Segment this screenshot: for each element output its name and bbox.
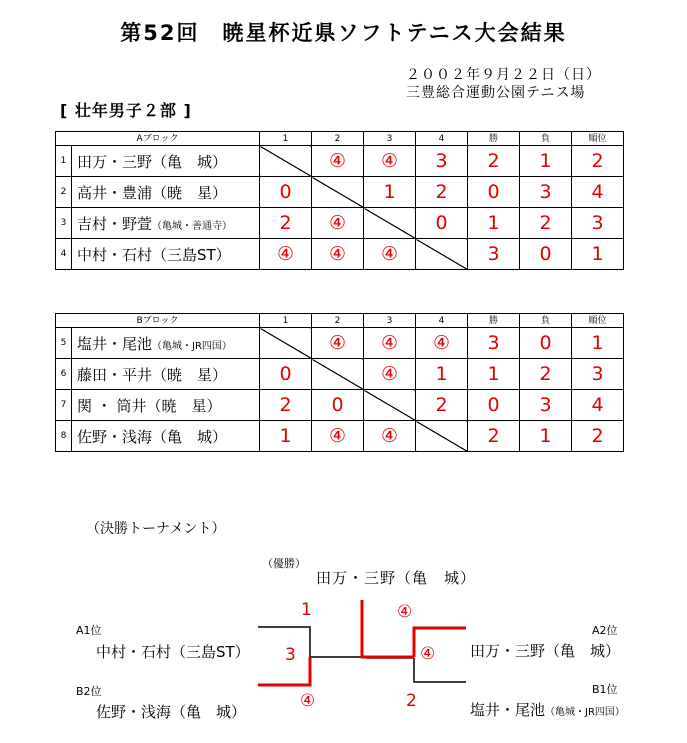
match-score: 0 — [260, 359, 312, 390]
player-name: 塩井・尾池（亀城・JR四国） — [72, 328, 260, 359]
player-name: 中村・石村（三島ST） — [72, 239, 260, 270]
player-name: 高井・豊浦（暁 星） — [72, 177, 260, 208]
match-score: 3 — [416, 146, 468, 177]
win-count: 2 — [468, 146, 520, 177]
win-count: 3 — [468, 328, 520, 359]
match-score: ④ — [312, 421, 364, 452]
final-tournament-title: （決勝トーナメント） — [86, 521, 226, 537]
block-a-col-4: 4 — [416, 132, 468, 146]
block-a-col-win: 勝 — [468, 132, 520, 146]
rank: 4 — [572, 390, 624, 421]
rank: 2 — [572, 146, 624, 177]
win-count: 1 — [468, 359, 520, 390]
match-score: ④ — [364, 421, 416, 452]
match-score: 1 — [260, 421, 312, 452]
score-semi-right-top: ④ — [420, 644, 436, 664]
match-score: 0 — [416, 208, 468, 239]
match-score: ④ — [364, 146, 416, 177]
loss-count: 0 — [520, 239, 572, 270]
match-score: 2 — [416, 177, 468, 208]
player-number: 2 — [56, 177, 72, 208]
match-score: ④ — [312, 239, 364, 270]
win-count: 2 — [468, 421, 520, 452]
rank: 4 — [572, 177, 624, 208]
match-score: 1 — [416, 359, 468, 390]
win-count: 3 — [468, 239, 520, 270]
match-score: ④ — [312, 328, 364, 359]
loss-count: 1 — [520, 146, 572, 177]
player-number: 1 — [56, 146, 72, 177]
score-semi-right-bottom: 2 — [406, 691, 417, 711]
loss-count: 1 — [520, 421, 572, 452]
finalist-left-bottom: 佐野・浅海（亀 城） — [96, 703, 247, 721]
block-b-col-win: 勝 — [468, 314, 520, 328]
rank: 1 — [572, 328, 624, 359]
match-score: 2 — [260, 208, 312, 239]
event-venue: 三豊総合運動公園テニス場 — [406, 85, 586, 101]
score-semi-left-top: 3 — [285, 645, 296, 665]
block-a-col-3: 3 — [364, 132, 416, 146]
finalist-right-bottom: 塩井・尾池（亀城・JR四国） — [470, 701, 625, 719]
player-number: 3 — [56, 208, 72, 239]
section-heading: [ 壮年男子２部 ] — [60, 101, 192, 120]
player-number: 7 — [56, 390, 72, 421]
rank: 3 — [572, 208, 624, 239]
block-a-col-rank: 順位 — [572, 132, 624, 146]
match-score: ④ — [416, 328, 468, 359]
block-a-label: Aブロック — [56, 132, 260, 146]
player-number: 4 — [56, 239, 72, 270]
block-b-col-2: 2 — [312, 314, 364, 328]
win-count: 0 — [468, 177, 520, 208]
finalist-right-top: 田万・三野（亀 城） — [470, 642, 621, 660]
champion-name: 田万・三野（亀 城） — [316, 569, 477, 587]
match-score: ④ — [364, 359, 416, 390]
player-number: 5 — [56, 328, 72, 359]
score-final-left: 1 — [301, 600, 312, 620]
match-score: ④ — [260, 239, 312, 270]
loss-count: 2 — [520, 359, 572, 390]
bracket-line-left-top — [258, 627, 310, 657]
player-name: 佐野・浅海（亀 城） — [72, 421, 260, 452]
event-date: ２００２年９月２２日（日） — [406, 67, 601, 83]
win-count: 1 — [468, 208, 520, 239]
match-score: ④ — [364, 239, 416, 270]
match-score: 1 — [364, 177, 416, 208]
winning-line-left-bottom — [258, 657, 310, 685]
block-b-col-rank: 順位 — [572, 314, 624, 328]
win-count: 0 — [468, 390, 520, 421]
loss-count: 0 — [520, 328, 572, 359]
block-b-label: Bブロック — [56, 314, 260, 328]
loss-count: 3 — [520, 390, 572, 421]
champion-label: （優勝） — [262, 557, 306, 570]
block-b-col-3: 3 — [364, 314, 416, 328]
page-title: 第52回 暁星杯近県ソフトテニス大会結果 — [120, 21, 567, 45]
seed-b2: B2位 — [76, 685, 102, 698]
player-name: 関 ・ 筒井（暁 星） — [72, 390, 260, 421]
block-b-col-loss: 負 — [520, 314, 572, 328]
loss-count: 2 — [520, 208, 572, 239]
score-semi-left-bottom: ④ — [300, 691, 316, 711]
rank: 1 — [572, 239, 624, 270]
match-score: 2 — [260, 390, 312, 421]
match-score: ④ — [364, 328, 416, 359]
match-score: 2 — [416, 390, 468, 421]
block-a-col-2: 2 — [312, 132, 364, 146]
player-number: 8 — [56, 421, 72, 452]
match-score: 0 — [312, 390, 364, 421]
player-name: 田万・三野（亀 城） — [72, 146, 260, 177]
match-score: 0 — [260, 177, 312, 208]
rank: 2 — [572, 421, 624, 452]
match-score: ④ — [312, 208, 364, 239]
block-a-col-loss: 負 — [520, 132, 572, 146]
seed-a1: A1位 — [76, 624, 102, 637]
winning-path — [258, 600, 466, 685]
loss-count: 3 — [520, 177, 572, 208]
player-number: 6 — [56, 359, 72, 390]
score-final-right: ④ — [397, 602, 413, 622]
block-b-col-4: 4 — [416, 314, 468, 328]
player-name: 吉村・野萱（亀城・善通寺） — [72, 208, 260, 239]
finalist-left-top: 中村・石村（三島ST） — [96, 643, 250, 661]
seed-a2: A2位 — [592, 624, 618, 637]
player-name: 藤田・平井（暁 星） — [72, 359, 260, 390]
rank: 3 — [572, 359, 624, 390]
seed-b1: B1位 — [592, 683, 618, 696]
block-b-col-1: 1 — [260, 314, 312, 328]
block-a-col-1: 1 — [260, 132, 312, 146]
match-score: ④ — [312, 146, 364, 177]
